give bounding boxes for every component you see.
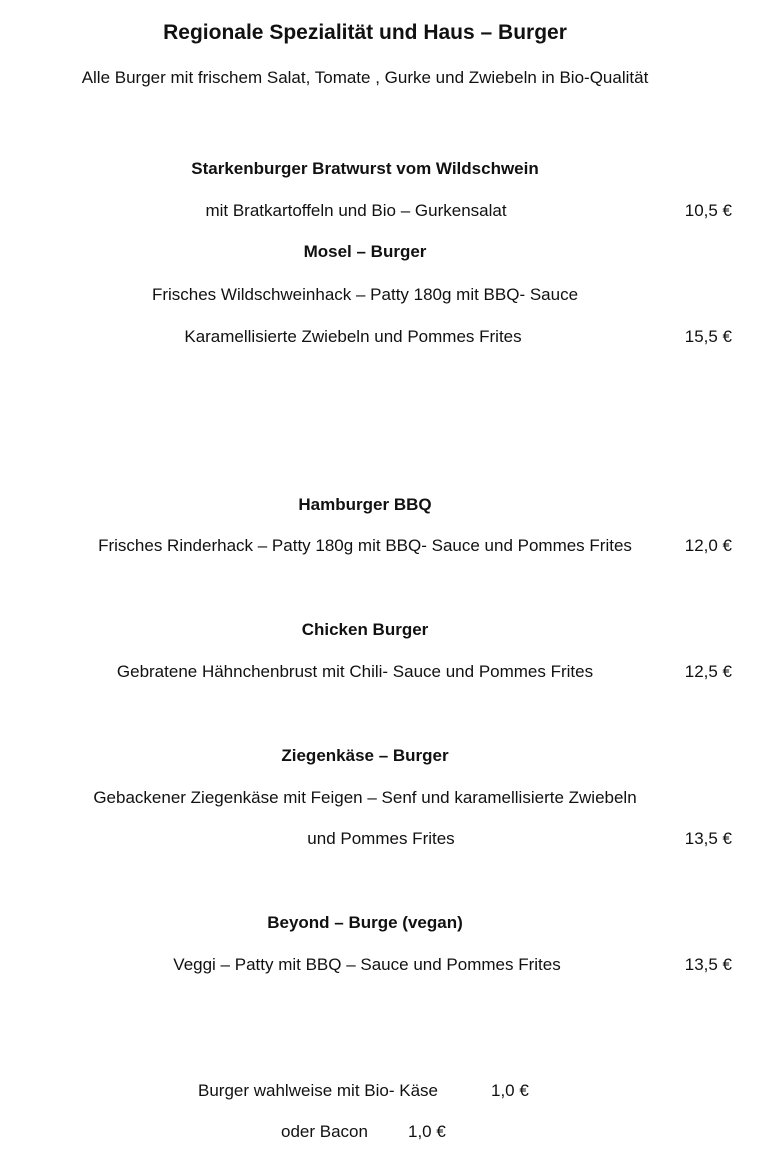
- item-price-bratwurst: 10,5 €: [684, 201, 732, 220]
- extra-bacon-label: oder Bacon: [281, 1122, 368, 1141]
- item-desc-ziegenkaese-burger-2: und Pommes Frites: [307, 829, 455, 848]
- item-name-mosel-burger: Mosel – Burger: [303, 242, 427, 261]
- item-desc-mosel-burger-2: Karamellisierte Zwiebeln und Pommes Frites: [184, 327, 522, 346]
- item-price-chicken-burger: 12,5 €: [684, 662, 732, 681]
- item-price-beyond-burger: 13,5 €: [684, 955, 732, 974]
- item-desc-bratwurst: mit Bratkartoffeln und Bio – Gurkensalat: [205, 201, 507, 220]
- item-desc-beyond-burger: Veggi – Patty mit BBQ – Sauce und Pommes Frites: [173, 955, 561, 974]
- item-name-ziegenkaese-burger: Ziegenkäse – Burger: [281, 746, 449, 765]
- item-desc-mosel-burger-1: Frisches Wildschweinhack – Patty 180g mit BBQ- Sauce: [151, 285, 579, 304]
- item-desc-ziegenkaese-burger-1: Gebackener Ziegenkäse mit Feigen – Senf und karamellisierte Zwiebeln: [93, 788, 637, 807]
- item-name-bratwurst: Starkenburger Bratwurst vom Wildschwein: [191, 159, 539, 178]
- item-price-hamburger-bbq: 12,0 €: [684, 536, 732, 555]
- item-name-chicken-burger: Chicken Burger: [301, 620, 429, 639]
- item-desc-chicken-burger: Gebratene Hähnchenbrust mit Chili- Sauce und Pommes Frites: [116, 662, 594, 681]
- extra-cheese-label: Burger wahlweise mit Bio- Käse: [198, 1081, 438, 1100]
- extra-cheese-price: 1,0 €: [491, 1081, 529, 1100]
- item-name-beyond-burger: Beyond – Burge (vegan): [267, 913, 463, 932]
- menu-title: Regionale Spezialität und Haus – Burger: [163, 21, 567, 44]
- extra-bacon-price: 1,0 €: [408, 1122, 446, 1141]
- menu-subtitle: Alle Burger mit frischem Salat, Tomate , Gurke und Zwiebeln in Bio-Qualität: [81, 68, 649, 87]
- item-name-hamburger-bbq: Hamburger BBQ: [298, 495, 432, 514]
- item-price-mosel-burger: 15,5 €: [684, 327, 732, 346]
- item-price-ziegenkaese-burger: 13,5 €: [684, 829, 732, 848]
- item-desc-hamburger-bbq: Frisches Rinderhack – Patty 180g mit BBQ- Sauce und Pommes Frites: [98, 536, 632, 555]
